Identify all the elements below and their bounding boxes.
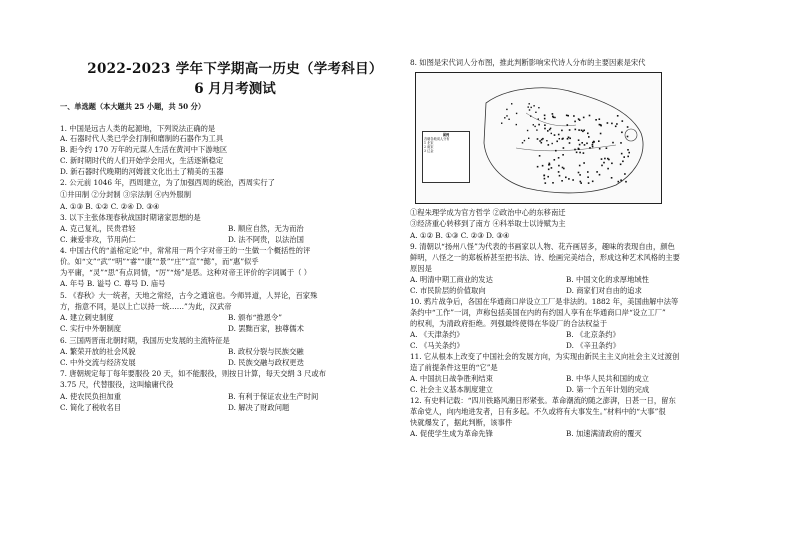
- poet-marker: [580, 182, 582, 184]
- poet-marker: [611, 163, 613, 165]
- poet-marker: [595, 119, 597, 121]
- poet-marker: [501, 123, 502, 124]
- poet-marker: [578, 129, 580, 131]
- poet-marker: [551, 133, 552, 134]
- poet-marker: [620, 164, 622, 166]
- poet-marker: [588, 136, 590, 138]
- text-line: A. 《天津条约》: [410, 330, 464, 339]
- poet-marker: [573, 115, 575, 117]
- poet-marker: [612, 142, 614, 144]
- poet-marker: [616, 123, 618, 125]
- text-line: 快就爆发了，据此判断，该事件: [410, 418, 513, 427]
- poet-marker: [566, 115, 568, 117]
- text-line: B. 距今约 170 万年的元谋人生活在黄河中下游地区: [60, 145, 228, 154]
- poet-marker: [581, 142, 583, 144]
- poet-marker: [536, 129, 537, 130]
- poet-marker: [533, 105, 534, 106]
- text-line: B. 有利于保证农业生产时间: [228, 392, 319, 401]
- poet-marker: [563, 147, 565, 149]
- poet-marker: [569, 138, 571, 140]
- text-line: D. 第一个五年计划的完成: [566, 385, 650, 394]
- text-line: ①程朱理学成为官方哲学 ②政治中心的东移南迁: [410, 208, 566, 217]
- text-line: 10. 鸦片战争后，各国在华通商口岸设立工厂是非法的。1882 年，美国曲解中法等: [410, 297, 679, 306]
- poet-marker: [606, 147, 608, 149]
- text-line: D. 罢黜百家，独尊儒术: [228, 324, 304, 333]
- poet-marker: [554, 159, 556, 161]
- poet-marker: [544, 128, 546, 130]
- poet-marker: [607, 122, 609, 124]
- poet-marker: [548, 144, 550, 146]
- text-line: D. 民族交融与政权更迭: [228, 358, 304, 367]
- poet-marker: [567, 138, 569, 140]
- poet-marker: [552, 113, 554, 115]
- poet-marker: [569, 129, 571, 131]
- text-line: 11. 它从根本上改变了中国社会的发展方向，为实现由新民主主义向社会主义过渡创: [410, 352, 680, 361]
- text-line: C. 兼爱非攻，节用尚仁: [60, 235, 136, 244]
- text-line: B. 政权分裂与民族交融: [228, 347, 304, 356]
- poet-marker: [620, 142, 622, 144]
- poet-marker: [600, 133, 602, 135]
- poet-marker: [516, 113, 517, 114]
- song-poets-map: [415, 72, 662, 204]
- poet-marker: [511, 103, 512, 104]
- text-line: B. 中华人民共和国的成立: [566, 374, 649, 383]
- poet-marker: [538, 107, 539, 108]
- poet-marker: [599, 118, 601, 120]
- poet-marker: [558, 157, 560, 159]
- poet-marker: [575, 129, 577, 131]
- poet-marker: [592, 181, 594, 183]
- poet-marker: [601, 158, 603, 160]
- poet-marker: [541, 142, 543, 144]
- text-line: 5. 《春秋》大一统者，天地之常经，古今之通谊也。今师异道，人异论，百家殊: [60, 291, 318, 300]
- text-line: C. 新时期时代的人们开始学会用火，生活逐渐稳定: [60, 156, 224, 165]
- text-line: A. 繁荣开放的社会风貌: [60, 347, 136, 356]
- poet-marker: [538, 118, 539, 119]
- poet-marker: [627, 136, 629, 138]
- legend-title: 图例: [442, 133, 450, 137]
- text-line: A. 使农民负担加重: [60, 392, 121, 401]
- poet-marker: [607, 158, 609, 160]
- poet-marker: [601, 165, 603, 167]
- poet-marker: [562, 138, 564, 140]
- text-line: D. 法不阿贵，以法治国: [228, 235, 304, 244]
- poet-marker: [622, 120, 624, 122]
- text-line: A. ①② B. ①③ C. ②③ D. ③④: [410, 231, 510, 240]
- text-line: B. 《北京条约》: [566, 330, 620, 339]
- text-line: A. 克己复礼，民贵君轻: [60, 224, 136, 233]
- poet-marker: [558, 165, 560, 167]
- poet-marker: [568, 137, 570, 139]
- text-line: B. 顺应自然，无为而治: [228, 224, 304, 233]
- text-line: A. 中国抗日战争胜利结束: [410, 374, 493, 383]
- text-line: C. 简化了税收名目: [60, 403, 122, 412]
- poet-marker: [617, 115, 619, 117]
- text-line: 鲜明，八怪之一的郑板桥甚至把书法、诗、绘画完美结合，形成这种艺术风格的主要: [410, 253, 680, 262]
- poet-marker: [618, 181, 620, 183]
- exam-title: 2022-2023 学年下学期高一历史（学考科目）: [87, 61, 383, 77]
- poet-marker: [615, 126, 617, 128]
- poet-marker: [587, 176, 589, 178]
- poet-marker: [544, 124, 546, 126]
- text-line: 3.75 尺，代替服役，这叫输庸代役: [60, 380, 174, 389]
- text-line: 4. 中国古代的“盖棺定论”中，常常用一两个字对帝王的一生做一个概括性的评: [60, 246, 311, 255]
- text-line: 3. 以下主张体现春秋战国时期诸家思想的是: [60, 213, 201, 222]
- poet-marker: [565, 177, 567, 179]
- poet-marker: [561, 180, 563, 182]
- poet-marker: [506, 109, 507, 110]
- poet-marker: [541, 139, 543, 141]
- poet-marker: [611, 123, 613, 125]
- text-line: A. 建立刺史制度: [60, 313, 114, 322]
- exam-subtitle: 6 月月考测试: [194, 81, 276, 97]
- poet-marker: [542, 165, 544, 167]
- poet-marker: [569, 142, 571, 144]
- text-line: C. 社会主义基本制度建立: [410, 385, 493, 394]
- poet-marker: [545, 182, 547, 184]
- poet-marker: [555, 150, 557, 152]
- poet-marker: [529, 109, 530, 110]
- poet-marker: [589, 115, 591, 117]
- poet-marker: [539, 140, 541, 142]
- poet-marker: [559, 175, 561, 177]
- poet-marker: [528, 106, 529, 107]
- poet-marker: [544, 118, 546, 120]
- map-legend: [422, 131, 470, 183]
- poet-marker: [530, 115, 531, 116]
- poet-marker: [578, 118, 580, 120]
- text-line: D. 《辛丑条约》: [566, 341, 621, 350]
- poet-marker: [598, 140, 600, 142]
- text-line: 价。如“文”“武”“明”“睿”“康”“景”“庄”“宣”“懿”，而“惠”似乎: [60, 257, 259, 266]
- poet-marker: [583, 162, 585, 164]
- poet-marker: [539, 155, 541, 157]
- poet-marker: [581, 130, 583, 132]
- poet-marker: [549, 163, 551, 165]
- text-line: 2. 公元前 1046 年，西周建立，为了加强西周的统治，西周实行了: [60, 178, 275, 187]
- poet-marker: [529, 103, 530, 104]
- text-line: C. 实行中外朝制度: [60, 324, 122, 333]
- poet-marker: [574, 121, 576, 123]
- poet-marker: [528, 138, 529, 139]
- poet-marker: [620, 179, 622, 181]
- legend-line: 1 北宋: [424, 141, 434, 145]
- poet-marker: [628, 152, 630, 154]
- poet-marker: [551, 167, 553, 169]
- poet-marker: [524, 140, 525, 141]
- legend-line: 各朝各地词人分布: [424, 137, 450, 141]
- text-line: 条约中“工作”一词，声称包括美国在内的有约国人享有在华通商口岸“设立工厂”: [410, 308, 666, 317]
- text-line: B. 颁布“推恩令”: [228, 313, 282, 322]
- text-line: D. 商家们对自由的追求: [566, 286, 642, 295]
- poet-marker: [567, 124, 569, 126]
- poet-marker: [599, 148, 601, 150]
- poet-marker: [567, 115, 569, 117]
- poet-marker: [579, 152, 581, 154]
- poet-marker: [589, 147, 591, 149]
- poet-marker: [600, 125, 602, 127]
- poet-marker: [621, 132, 623, 134]
- poet-marker: [531, 107, 532, 108]
- poet-marker: [562, 154, 564, 156]
- poet-marker: [603, 162, 605, 164]
- poet-marker: [587, 171, 589, 173]
- text-line: 8. 如图是宋代词人分布图，推此判断影响宋代诗人分布的主要因素是宋代: [410, 58, 646, 67]
- poet-marker: [580, 181, 582, 183]
- text-line: C. 《马关条约》: [410, 341, 464, 350]
- poet-marker: [548, 169, 550, 171]
- poet-marker: [622, 161, 624, 163]
- poet-marker: [504, 117, 505, 118]
- poet-marker: [558, 134, 560, 136]
- poet-marker: [578, 139, 580, 141]
- text-line: 12. 有史料记载：“四川铁路风潮日形紧张。革命潮流的随之澎湃，日甚一日，留东: [410, 396, 676, 405]
- poet-marker: [582, 131, 584, 133]
- poet-marker: [587, 133, 589, 135]
- poet-marker: [621, 153, 623, 155]
- poet-marker: [625, 181, 627, 183]
- text-line: 为平庸，“灵”“思”有点同情，“厉”“炀”是恶。这种对帝王评价的字词属于（ ）: [60, 268, 312, 277]
- text-line: 9. 清朝以“扬州八怪”为代表的书画家以人物、花卉画居多，趣味的表现自由，颜色: [410, 242, 675, 251]
- poet-marker: [554, 134, 556, 136]
- poet-marker: [579, 174, 581, 176]
- text-line: D. 解决了财政问题: [228, 403, 290, 412]
- poet-marker: [623, 156, 625, 158]
- text-line: A. 明清中期工商业的发达: [410, 275, 493, 284]
- text-line: A. 年号 B. 谥号 C. 尊号 D. 庙号: [60, 279, 166, 288]
- poet-marker: [572, 179, 574, 181]
- text-line: B. 加速满清政府的覆灭: [566, 429, 642, 438]
- poet-marker: [596, 171, 598, 173]
- text-line: 1. 中国是远古人类的起源地，下列说法正确的是: [60, 124, 216, 133]
- poet-marker: [627, 149, 629, 151]
- text-line: C. 市民阶层的价值取向: [410, 286, 486, 295]
- poet-marker: [506, 115, 507, 116]
- text-line: A. 促使学生成为革命先锋: [410, 429, 493, 438]
- text-line: 7. 唐朝规定每丁每年要服役 20 天，如不能服役，则按日计算，每天交绢 3 尺或布: [60, 369, 326, 378]
- poet-marker: [627, 126, 629, 128]
- poet-marker: [611, 177, 613, 179]
- poet-marker: [579, 165, 581, 167]
- poet-marker: [586, 143, 588, 145]
- text-line: 革命党人，向内地进发者，日有多起。不久或将有大事发生。”材料中的“大事”很: [410, 407, 666, 416]
- text-line: C. 中外交流与经济发展: [60, 358, 136, 367]
- poet-marker: [527, 130, 528, 131]
- poet-marker: [547, 130, 549, 132]
- poet-marker: [599, 174, 601, 176]
- text-line: 方，指意不同，是以上亡以持一统……”为此，汉武帝: [60, 302, 232, 311]
- poet-marker: [592, 144, 594, 146]
- poet-marker: [522, 142, 523, 143]
- poet-marker: [604, 158, 606, 160]
- poet-marker: [562, 167, 564, 169]
- poet-marker: [543, 175, 545, 177]
- poet-marker: [508, 119, 509, 120]
- poet-marker: [559, 138, 560, 139]
- text-line: 的权利，为清政府拒绝。列强最终使得在华设厂的合法权益于: [410, 319, 608, 328]
- poet-marker: [599, 124, 601, 126]
- poet-marker: [537, 138, 539, 140]
- text-line: D. 新石器时代晚期的河姆渡文化出土了精美的玉器: [60, 167, 224, 176]
- text-line: 造了前提条件这里的“它”是: [410, 363, 498, 372]
- poet-marker: [576, 152, 578, 154]
- poet-marker: [550, 128, 551, 129]
- poet-marker: [516, 124, 517, 125]
- poet-marker: [607, 168, 609, 170]
- poet-marker: [552, 143, 553, 144]
- poet-marker: [554, 117, 555, 118]
- text-line: 6. 三国两晋南北朝时期，我国历史发展的主流特征是: [60, 336, 230, 345]
- poet-marker: [568, 178, 570, 180]
- poet-marker: [561, 130, 563, 132]
- legend-line: 3 辽金: [424, 149, 434, 153]
- poet-marker: [574, 149, 576, 151]
- poet-marker: [558, 171, 560, 173]
- poet-marker: [544, 115, 546, 117]
- text-line: ③经济重心转移到了南方 ④科举取士以诗赋为主: [410, 219, 566, 228]
- text-line: A. 石器时代人类已学会打制和磨制的石器作为工具: [60, 134, 224, 143]
- poet-marker: [627, 156, 629, 158]
- poet-marker: [579, 144, 581, 146]
- poet-marker: [592, 146, 594, 148]
- text-line: A. ①③ B. ①② C. ②④ D. ③④: [60, 202, 160, 211]
- poet-marker: [593, 141, 595, 143]
- text-line: ①井田制 ②分封制 ③宗法制 ④内外服制: [60, 190, 192, 199]
- poet-marker: [534, 126, 535, 127]
- legend-line: 2 南宋: [424, 145, 434, 149]
- poet-marker: [583, 152, 585, 154]
- poet-marker: [533, 124, 534, 125]
- poet-marker: [578, 172, 580, 174]
- poet-marker: [546, 140, 547, 141]
- section-heading: 一、单选题（本大题共 25 小题，共 50 分）: [60, 102, 206, 111]
- poet-marker: [552, 182, 554, 184]
- poet-marker: [535, 112, 536, 113]
- poet-marker: [547, 176, 549, 178]
- poet-marker: [537, 166, 539, 168]
- poet-marker: [624, 173, 626, 175]
- poet-marker: [584, 144, 586, 146]
- poet-marker: [552, 116, 554, 118]
- text-line: B. 中国文化的求厚地域性: [566, 275, 649, 284]
- poet-marker: [544, 178, 546, 180]
- poet-marker: [556, 141, 558, 143]
- poet-marker: [538, 124, 540, 126]
- poet-marker: [588, 182, 590, 184]
- poet-marker: [578, 148, 580, 150]
- text-line: 原因是: [410, 264, 432, 273]
- poet-marker: [583, 117, 585, 119]
